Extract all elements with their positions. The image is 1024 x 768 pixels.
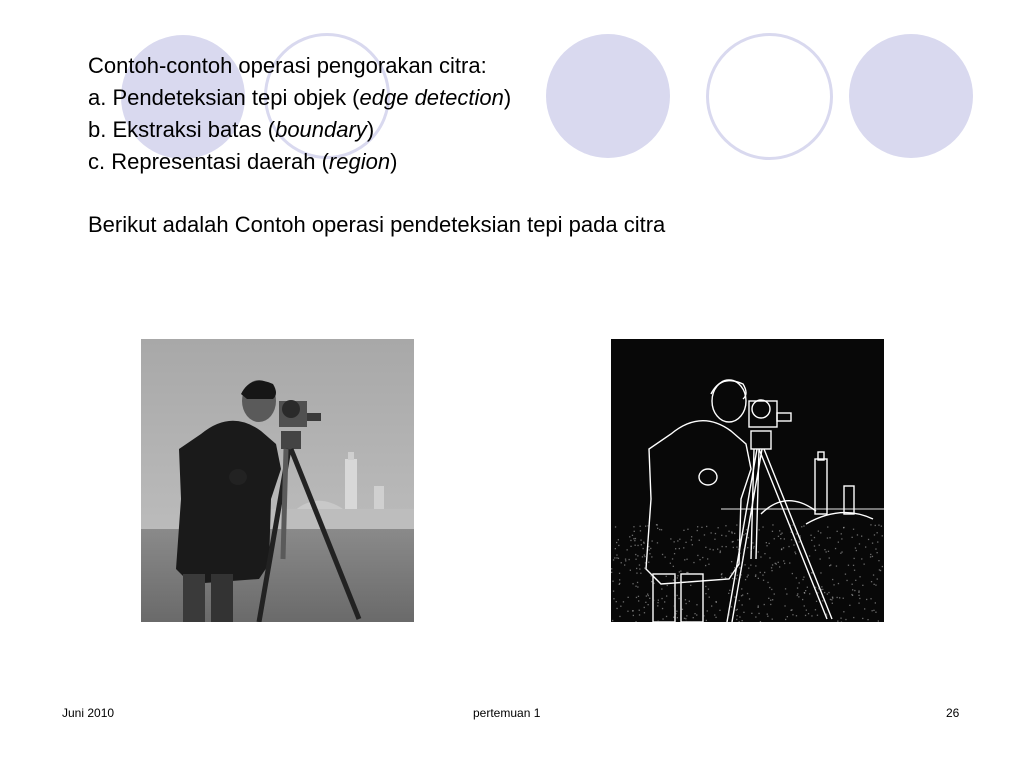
spacer: [88, 178, 988, 209]
item-b-term: boundary: [275, 117, 367, 142]
item-region: [88, 146, 988, 178]
subtitle-line: [88, 209, 988, 241]
slide-content: [88, 50, 988, 241]
item-b-prefix: b. Ekstraksi batas (: [88, 117, 276, 142]
item-edge-detection: [88, 82, 988, 114]
footer-title: pertemuan 1: [473, 706, 541, 720]
item-a-term: edge detection: [359, 85, 504, 110]
subtitle-text: Berikut adalah Contoh operasi pendeteksian tepi pada citra: [88, 212, 666, 237]
item-b-suffix: ): [366, 117, 375, 142]
cameraman-photo: [141, 339, 414, 622]
item-a-suffix: ): [503, 85, 512, 110]
item-c-term: region: [328, 149, 391, 174]
item-c-suffix: ): [390, 149, 398, 174]
item-a-prefix: a. Pendeteksian tepi objek (: [88, 85, 360, 110]
heading-line: [88, 50, 988, 82]
cameraman-edge-detection: [611, 339, 884, 622]
cameraman-photo-drawing: [141, 339, 414, 622]
heading-text: Contoh-contoh operasi pengorakan citra:: [88, 53, 487, 78]
page-number: 26: [946, 706, 960, 720]
footer-date: Juni 2010: [62, 706, 115, 720]
item-boundary: [88, 114, 988, 146]
cameraman-edge-drawing: [611, 339, 884, 622]
item-c-prefix: c. Representasi daerah (: [88, 149, 329, 174]
